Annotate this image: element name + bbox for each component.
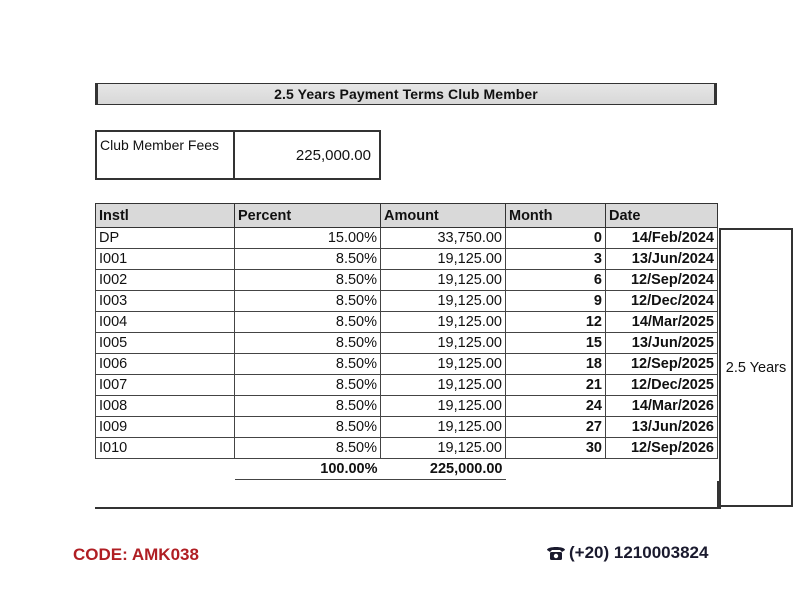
row-instl: I006 (96, 354, 235, 375)
row-percent: 8.50% (235, 249, 381, 270)
table-total-row (96, 459, 718, 480)
row-percent: 8.50% (235, 291, 381, 312)
row-percent: 15.00% (235, 228, 381, 249)
table-row (96, 417, 718, 438)
row-amount: 19,125.00 (381, 249, 506, 270)
row-percent: 8.50% (235, 333, 381, 354)
table-outline-bottom (95, 507, 721, 509)
row-instl: I002 (96, 270, 235, 291)
duration-label: 2.5 Years (725, 359, 787, 376)
row-date: 12/Dec/2024 (606, 291, 718, 312)
row-amount: 19,125.00 (381, 417, 506, 438)
table-row (96, 291, 718, 312)
row-instl: I010 (96, 438, 235, 459)
duration-box (719, 228, 793, 507)
row-amount: 19,125.00 (381, 291, 506, 312)
row-instl: I007 (96, 375, 235, 396)
table-row (96, 396, 718, 417)
fees-label: Club Member Fees (97, 132, 235, 178)
row-date: 14/Mar/2026 (606, 396, 718, 417)
row-instl: I008 (96, 396, 235, 417)
row-month: 21 (506, 375, 606, 396)
row-month: 27 (506, 417, 606, 438)
contact-phone (545, 543, 708, 563)
row-percent: 8.50% (235, 396, 381, 417)
row-date: 13/Jun/2024 (606, 249, 718, 270)
row-percent: 8.50% (235, 354, 381, 375)
row-instl: I005 (96, 333, 235, 354)
row-percent: 8.50% (235, 417, 381, 438)
row-month: 9 (506, 291, 606, 312)
row-instl: DP (96, 228, 235, 249)
table-row (96, 354, 718, 375)
document-title-text: 2.5 Years Payment Terms Club Member (274, 86, 538, 102)
header-date: Date (606, 204, 718, 228)
row-amount: 19,125.00 (381, 270, 506, 291)
row-instl: I003 (96, 291, 235, 312)
header-month: Month (506, 204, 606, 228)
row-month: 24 (506, 396, 606, 417)
row-month: 12 (506, 312, 606, 333)
header-percent: Percent (235, 204, 381, 228)
row-percent: 8.50% (235, 312, 381, 333)
row-month: 30 (506, 438, 606, 459)
listing-code: CODE: AMK038 (73, 545, 199, 564)
fees-value: 225,000.00 (295, 146, 371, 164)
header-amount: Amount (381, 204, 506, 228)
row-percent: 8.50% (235, 375, 381, 396)
row-date: 14/Feb/2024 (606, 228, 718, 249)
table-row (96, 375, 718, 396)
table-row (96, 333, 718, 354)
table-row (96, 312, 718, 333)
row-date: 13/Jun/2025 (606, 333, 718, 354)
row-percent: 8.50% (235, 270, 381, 291)
row-amount: 33,750.00 (381, 228, 506, 249)
row-amount: 19,125.00 (381, 375, 506, 396)
row-month: 6 (506, 270, 606, 291)
row-date: 12/Sep/2024 (606, 270, 718, 291)
row-amount: 19,125.00 (381, 396, 506, 417)
row-instl: I004 (96, 312, 235, 333)
row-instl: I009 (96, 417, 235, 438)
payment-schedule-table (95, 203, 718, 480)
row-date: 14/Mar/2025 (606, 312, 718, 333)
total-percent: 100.00% (235, 459, 381, 480)
row-date: 12/Dec/2025 (606, 375, 718, 396)
table-row (96, 228, 718, 249)
row-percent: 8.50% (235, 438, 381, 459)
table-row (96, 270, 718, 291)
row-month: 15 (506, 333, 606, 354)
row-amount: 19,125.00 (381, 333, 506, 354)
document-title (95, 83, 717, 105)
club-member-fees-box (95, 130, 381, 180)
total-amount: 225,000.00 (381, 459, 506, 480)
table-row (96, 249, 718, 270)
row-amount: 19,125.00 (381, 312, 506, 333)
row-date: 12/Sep/2026 (606, 438, 718, 459)
row-date: 12/Sep/2025 (606, 354, 718, 375)
header-instl: Instl (96, 204, 235, 228)
row-instl: I001 (96, 249, 235, 270)
phone-icon (545, 544, 567, 562)
row-date: 13/Jun/2026 (606, 417, 718, 438)
row-month: 3 (506, 249, 606, 270)
row-month: 0 (506, 228, 606, 249)
row-month: 18 (506, 354, 606, 375)
row-amount: 19,125.00 (381, 438, 506, 459)
table-row (96, 438, 718, 459)
phone-number: (+20) 1210003824 (569, 543, 709, 562)
table-header-row (96, 204, 718, 228)
row-amount: 19,125.00 (381, 354, 506, 375)
